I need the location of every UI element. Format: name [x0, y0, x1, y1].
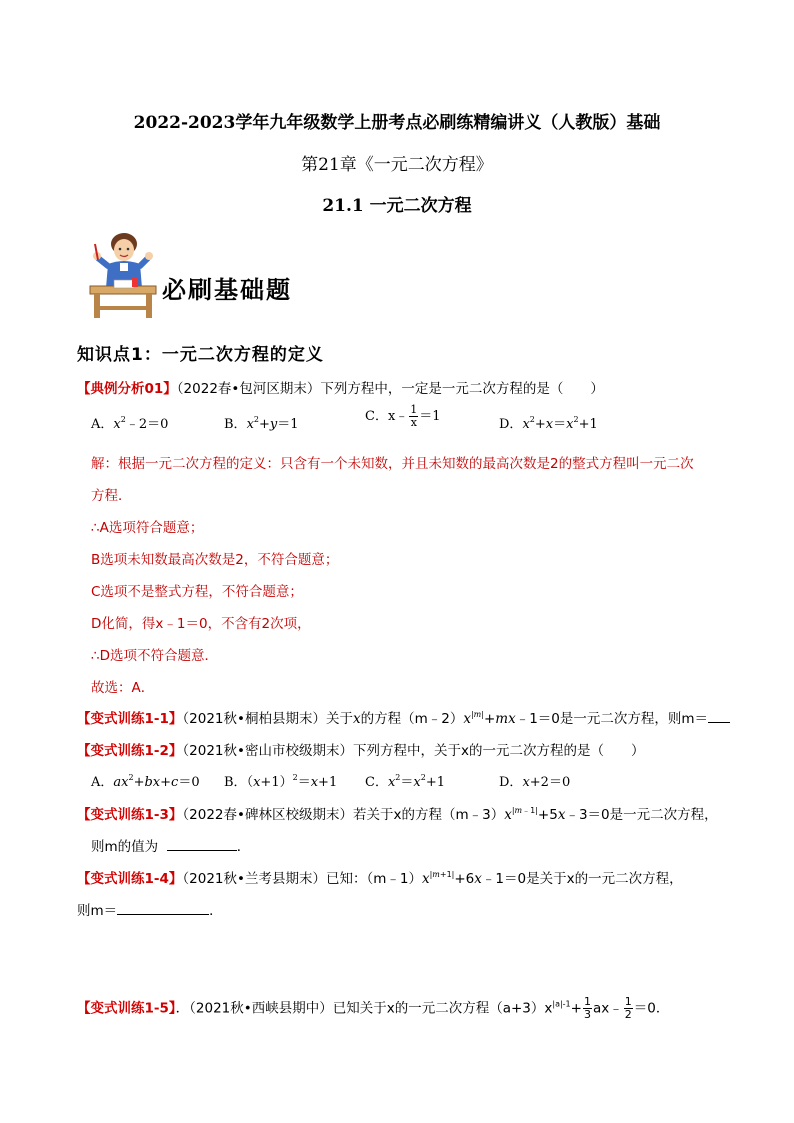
option-1-2-b: B．$(x+1)^2=x+1$ [224, 773, 338, 790]
solution-line-5: C选项不是整式方程，不符合题意； [91, 584, 303, 600]
example-tag: 【典例分析01】 [77, 381, 177, 397]
fraction-1-over-3: $\frac{1}{3}$ [583, 995, 591, 1021]
solution-line-3: ∴A选项符合题意； [91, 520, 204, 536]
variant-1-4: 【变式训练1-4】（2021秋•兰考县期末）已知：$(m﹣1)x^{|m+1|}+6x﹣1=0$是关于x的一元二次方程， [77, 870, 683, 887]
option-d: D．$x^2+x=x^2+1$ [499, 415, 598, 432]
variant-1-5: 【变式训练1-5】．（2021秋•西峡县期中）已知关于x的一元二次方程$(a+3)x^{|a|-1}+$ $\frac{1}{3}$ ax﹣ $\frac{1}{2}$ ＝0． [77, 995, 670, 1021]
option-1-2-d: D．x+2＝0 [499, 775, 571, 790]
solution-line-7: ∴D选项不符合题意． [91, 648, 218, 664]
option-1-2-a: A．$ax^2+bx+c=0$ [91, 773, 200, 790]
section-title: 21.1 一元二次方程 [322, 196, 472, 216]
variant-1-3-answer-line: 则m的值为 ． [91, 839, 251, 855]
option-1-2-c: C．$x^2=x^2+1$ [365, 773, 446, 790]
option-a: A．$x^2﹣2=0$ [91, 415, 169, 432]
option-b: B．$x^2+y=1$ [224, 415, 299, 432]
variant-1-3: 【变式训练1-3】（2022春•碑林区校级期末）若关于x的方程$(m﹣3)x^{|m﹣1|}+5x﹣3=0$是一元二次方程， [77, 806, 718, 823]
answer-blank[interactable] [117, 902, 209, 915]
variant-1-2: 【变式训练1-2】（2021秋•密山市校级期末）下列方程中，关于x的一元二次方程的是（ ） [77, 743, 645, 759]
section-banner-label: 必刷基础题 [162, 275, 292, 304]
variant-1-4-answer-line: 则m＝ ． [77, 903, 223, 919]
chapter-title: 第21章《一元二次方程》 [301, 155, 493, 175]
answer-blank[interactable] [167, 838, 237, 851]
knowledge-point-heading: 知识点1：一元二次方程的定义 [77, 345, 324, 365]
solution-line-8: 故选：A． [91, 680, 155, 696]
fraction-1-over-2: $\frac{1}{2}$ [624, 995, 632, 1021]
solution-line-1: 解：根据一元二次方程的定义：只含有一个未知数，并且未知数的最高次数是2的整式方程叫一元二次 [91, 456, 694, 472]
solution-line-6: D化简，得x﹣1＝0，不含有2次项， [91, 616, 311, 632]
solution-line-4: B选项未知数最高次数是2，不符合题意； [91, 552, 339, 568]
student-at-desk-illustration [86, 230, 158, 320]
solution-line-2: 方程． [91, 488, 132, 504]
fraction-1-over-x: $\frac{1}{x}$ [410, 403, 418, 429]
option-c: C．x﹣ $\frac{1}{x}$ ＝1 [365, 403, 441, 429]
example-text: （2022春•包河区期末）下列方程中，一定是一元二次方程的是（ ） [176, 381, 604, 397]
variant-1-1: 【变式训练1-1】（2021秋•桐柏县期末）关于x的方程$(m﹣2)x^{|m|}+mx﹣1=0$是一元二次方程，则m＝ [77, 707, 730, 727]
document-title: 2022-2023学年九年级数学上册考点必刷练精编讲义（人教版）基础 [133, 113, 661, 133]
example-question [77, 377, 604, 397]
